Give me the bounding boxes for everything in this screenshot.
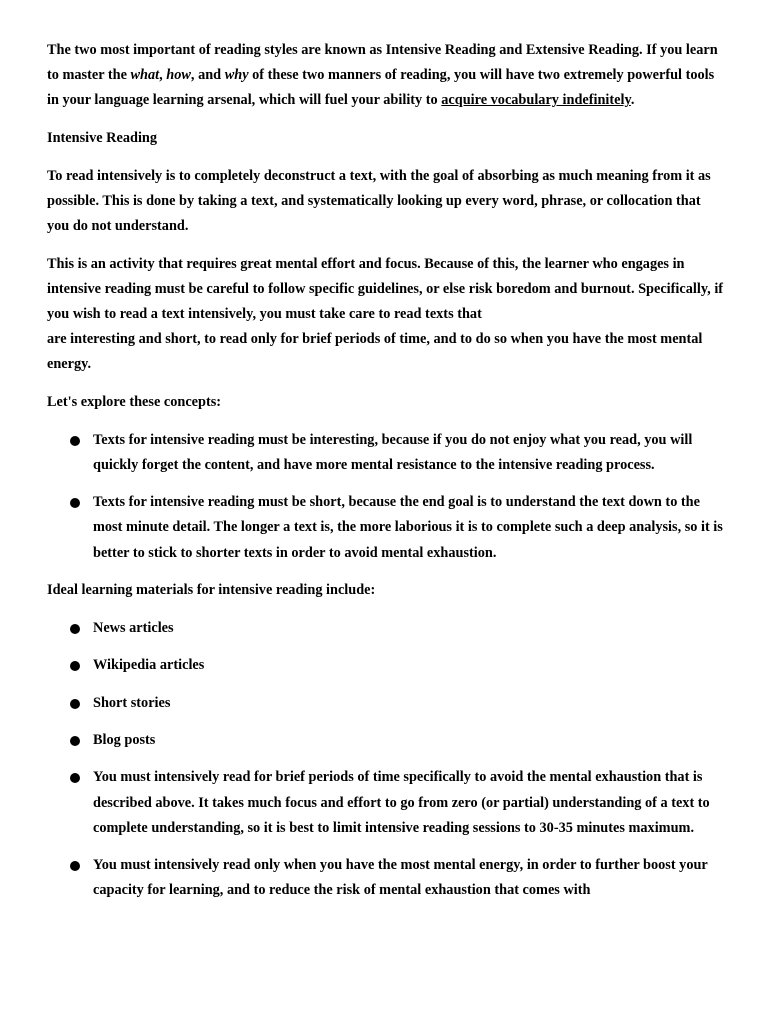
bullet-icon: [70, 773, 80, 783]
list-item: [47, 653, 724, 678]
materials-intro: Ideal learning materials for intensive reading include:: [47, 582, 376, 599]
intro-emphasis-what: what: [130, 67, 160, 84]
list-item-text: You must intensively read for brief periods of time specifically to avoid the mental exhaustion that is described above. It takes much focus and effort to go from zero (or partial) understanding of a text to complete understanding, so it is best to limit intensive reading sessions to 30-35 minutes maximum.: [93, 769, 710, 836]
list-item: [47, 691, 724, 716]
materials-list: [47, 616, 724, 904]
bullet-icon: [70, 436, 80, 446]
effort-text-1: This is an activity that requires great mental effort and focus. Because of this, the learner who engages in intensive reading must be careful to follow specific guidelines, or else risk boredom and burnout. Specifically, if you wish to read a text intensively, you must take care to read texts that: [47, 255, 724, 322]
intro-paragraph: [47, 38, 724, 114]
intro-separator-1: ,: [159, 67, 167, 84]
list-item-text: Texts for intensive reading must be short, because the end goal is to understand the text down to the most minute detail. The longer a text is, the more laborious it is to complete such a deep analysis, so it is better to stick to shorter texts in order to avoid mental exhaustion.: [93, 494, 723, 561]
effort-paragraph: [47, 252, 724, 378]
effort-text-2: are interesting and short, to read only for brief periods of time, and to do so when you have the most mental energy.: [47, 331, 703, 373]
list-item-text: News articles: [93, 619, 174, 636]
list-item: [47, 765, 724, 841]
list-item-text: You must intensively read only when you have the most mental energy, in order to further boost your capacity for learning, and to reduce the risk of mental exhaustion that comes with: [93, 857, 708, 899]
bullet-icon: [70, 661, 80, 671]
intro-text-1: The two most important of reading styles are known as Intensive Reading and Extensive Reading. If you learn to master the: [47, 42, 718, 84]
definition-paragraph: To read intensively is to completely deconstruct a text, with the goal of absorbing as much meaning from it as possible. This is done by taking a text, and systematically looking up every word, phrase, or collocation that you do not understand.: [47, 167, 711, 234]
bullet-icon: [70, 498, 80, 508]
bullet-icon: [70, 736, 80, 746]
intro-text-2: of these two manners of reading, you will have two extremely powerful tools in your language learning arsenal, which will fuel your ability to: [47, 67, 715, 109]
acquire-vocabulary-link[interactable]: acquire vocabulary indefinitely: [441, 92, 631, 109]
concepts-list: [47, 428, 724, 566]
list-item-text: Blog posts: [93, 731, 156, 748]
intro-emphasis-how: how: [166, 67, 191, 84]
list-item: [47, 728, 724, 753]
list-item: [47, 853, 724, 903]
intro-emphasis-why: why: [224, 67, 249, 84]
list-item: [47, 428, 724, 478]
intro-separator-2: , and: [190, 67, 225, 84]
list-item-text: Texts for intensive reading must be interesting, because if you do not enjoy what you read, you will quickly forget the content, and have more mental resistance to the intensive reading process.: [93, 431, 693, 473]
section-heading: Intensive Reading: [47, 130, 158, 146]
bullet-icon: [70, 861, 80, 871]
explore-intro: Let's explore these concepts:: [47, 394, 222, 410]
list-item: [47, 616, 724, 641]
list-item-text: Short stories: [93, 694, 171, 711]
list-item-text: Wikipedia articles: [93, 657, 205, 674]
intro-period: .: [630, 92, 635, 109]
bullet-icon: [70, 699, 80, 709]
bullet-icon: [70, 624, 80, 634]
list-item: [47, 490, 724, 566]
